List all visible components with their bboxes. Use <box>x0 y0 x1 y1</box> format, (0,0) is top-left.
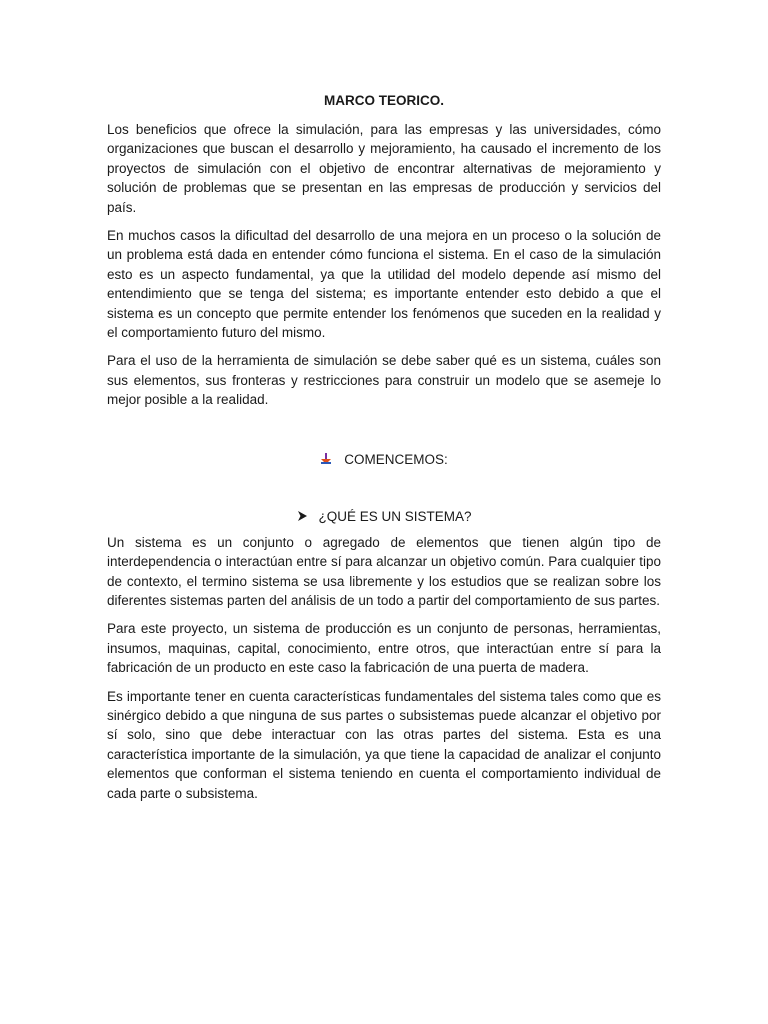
intro-paragraph-3: Para el uso de la herramienta de simulación se debe saber qué es un sistema, cuáles son sus elementos, sus fronteras y restricciones para construir un modelo que se asemeje lo mejor posible a la realidad. <box>107 353 661 408</box>
body-paragraph-2: Para este proyecto, un sistema de producción es un conjunto de personas, herramientas, insumos, maquinas, capital, conocimiento, entre otros, que interactúan entre sí para la fabricación de un producto en este caso la fabricación de una puerta de madera. <box>107 621 661 676</box>
section-que-es-un-sistema-label: ¿QUÉ ES UN SISTEMA? <box>318 508 472 524</box>
section-comencemos-label: COMENCEMOS: <box>344 451 448 467</box>
body-paragraph-3: Es importante tener en cuenta características fundamentales del sistema tales como que es sinérgico debido a que ninguna de sus partes o subsistemas puede alcanzar el objetivo por sí solo, sino que debe interactuar con las otras partes del sistema. Esta es una característica importante de la simulación, ya que tiene la capacidad de analizar el conjunto elementos que conforman el sistema teniendo en cuenta el comportamiento individual de cada parte o subsistema. <box>107 688 661 801</box>
section-comencemos <box>107 450 661 469</box>
colored-arrow-bullet-icon <box>320 453 332 465</box>
intro-paragraph-1: Los beneficios que ofrece la simulación, para las empresas y las universidades, cómo organizaciones que buscan el desarrollo y mejoramiento, ha causado el incremento de los proyectos de simulación con el objetivo de encontrar alternativas de mejoramiento y solución de problemas que se presentan en las empresas de producción y servicios del país. <box>107 122 661 215</box>
document-title: MARCO TEORICO. <box>324 93 444 108</box>
intro-paragraph-2: En muchos casos la dificultad del desarrollo de una mejora en un proceso o la solución de un problema está dada en entender cómo funciona el sistema. En el caso de la simulación esto es un aspecto fundamental, ya que la utilidad del modelo depende así mismo del entendimiento que se tenga del sistema; es importante entender esto debido a que el sistema es un concepto que permite entender los fenómenos que suceden en la realidad y el comportamiento futuro del mismo. <box>107 228 661 341</box>
arrowhead-bullet-icon <box>296 510 308 522</box>
section-que-es-un-sistema <box>107 507 661 526</box>
body-paragraph-1: Un sistema es un conjunto o agregado de elementos que tienen algún tipo de interdependencia o interactúan entre sí para alcanzar un objetivo común. Para cualquier tipo de contexto, el termino sistema se usa libremente y los estudios que se realizan sobre los diferentes sistemas parten del análisis de un todo a partir del comportamiento de sus partes. <box>107 534 661 608</box>
document-page <box>107 92 661 812</box>
